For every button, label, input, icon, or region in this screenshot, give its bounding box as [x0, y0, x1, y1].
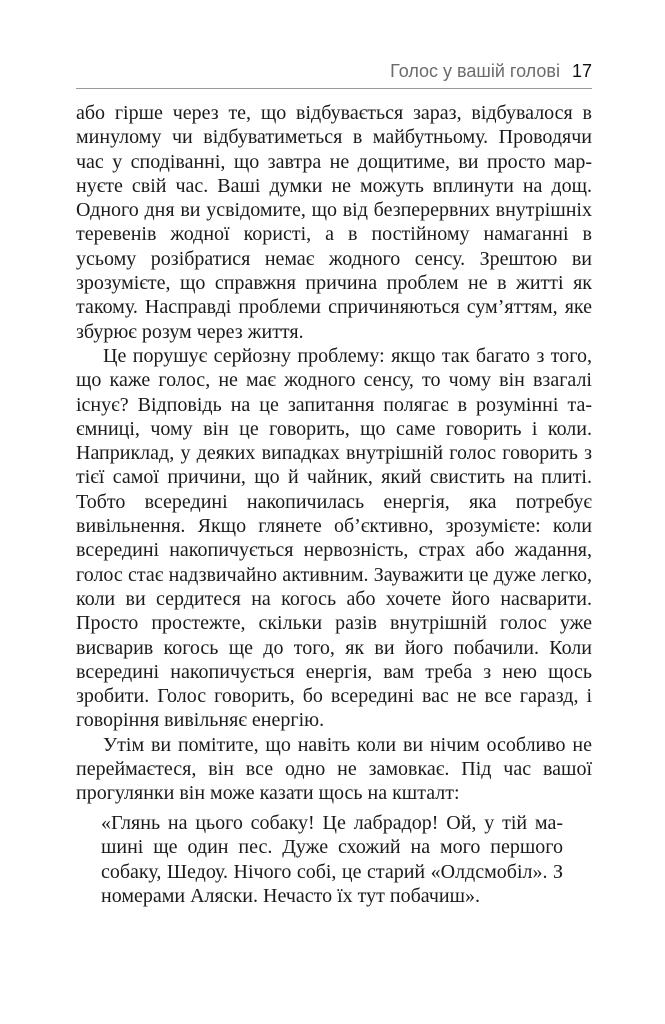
header-rule: [76, 88, 592, 89]
paragraph: Це порушує серйозну проблему: якщо так багато з того, що каже голос, не має жодного сенсу, то чому він взагалі існує? Відповідь на це запитання полягає в розумінні таємниці, чому він це говорить, що саме говорить і коли. Наприклад, у деяких випадках внутрішній голос говорить з тієї самої причини, що й чайник, який свистить на плиті. Тобто всередині накопичилась енергія, яка потребує вивільнення. Якщо глянете об’єктивно, зрозумієте: коли всередині накопичується нервозність, страх або жадання, голос стає надзвичайно активним. Зауважити це дуже легко, коли ви сердитеся на когось або хочете його насварити. Просто простежте, скільки разів внутрішній голос уже висварив когось ще до того, як ви його побачили. Коли всередині накопичується енергія, вам треба з нею щось зробити. Голос говорить, бо всередині вас не все гаразд, і говоріння вивільняє енергію.: [76, 344, 592, 732]
running-title: Голос у вашій голові: [390, 61, 560, 81]
running-header: [76, 61, 592, 81]
body-text: [76, 101, 592, 806]
paragraph: Утім ви помітите, що навіть коли ви нічим особливо не переймаєтеся, він все одно не замовкає. Під час вашої прогулянки він може казати щось на кшталт:: [76, 733, 592, 805]
block-quote: «Глянь на цього собаку! Це лабрадор! Ой, у тій машині ще один пес. Дуже схожий на мого першого собаку, Шедоу. Нічого собі, це старий «Олдсмобіл». З номерами Аляски. Нечасто їх тут побачиш».: [101, 812, 563, 907]
page-number: 17: [571, 61, 592, 81]
paragraph-continued: або гірше через те, що відбувається зараз, відбувалося в минулому чи відбуватиметься в майбутньому. Проводячи час у сподіванні, що завтра не дощитиме, ви просто марнуєте свій час. Ваші думки не можуть вплинути на дощ. Одного дня ви усвідомите, що від безперервних внутрішніх теревенів жодної користі, а в постійному намаганні в усьому розібратися немає жодного сенсу. Зрештою ви зрозумієте, що справжня причина проблем не в житті як такому. Насправді проблеми спричиняються сум’яттям, яке збурює розум через життя.: [76, 102, 592, 343]
